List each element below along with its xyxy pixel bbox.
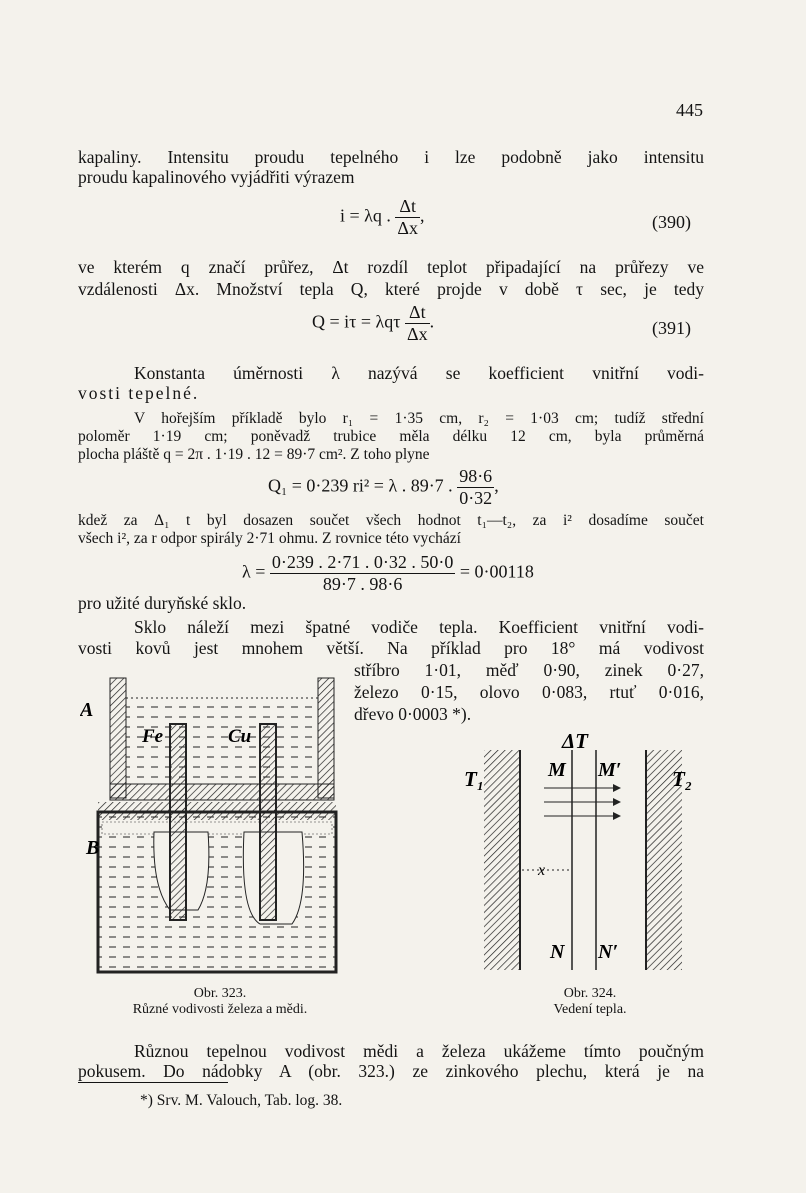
copper-rod <box>260 724 276 920</box>
eq-q1-lhs: Q₁ = 0·239 ri² = λ . 89·7 . <box>268 475 453 496</box>
para1-line2: proudu kapalinového vyjádřiti výrazem <box>78 167 355 187</box>
eq390-fraction <box>395 196 420 239</box>
eq391-numerator: Δt <box>405 302 430 324</box>
para3-line2: vosti tepelné. <box>78 383 200 403</box>
page-number: 445 <box>676 100 703 120</box>
eq-lambda-rhs: = 0·00118 <box>459 561 534 582</box>
figure-324 <box>460 724 700 984</box>
eq-q1-numerator: 98·6 <box>459 466 493 486</box>
para7-line4: železo 0·15, olovo 0·083, rtuť 0·016, <box>354 682 704 702</box>
eq-q1-fraction <box>457 466 494 509</box>
eq-q1-tail: , <box>494 475 499 496</box>
para6-line1: pro užité duryňské sklo. <box>78 593 247 613</box>
label-cu: Cu <box>228 726 252 747</box>
label-m: M <box>548 759 566 781</box>
equation-391-number: (391) <box>652 318 691 338</box>
vessel-a-right-wall <box>318 678 334 798</box>
label-n: N <box>550 941 565 963</box>
para8-line2: pokusem. Do nádobky A (obr. 323.) ze zinkového plechu, která je na <box>78 1061 704 1081</box>
label-fe: Fe <box>142 726 164 747</box>
eq391-tail: . <box>429 311 435 332</box>
para5-line1: kdež za Δ₁ t byl dosazen součet všech hodnot t₁—t₂, za i² dosadíme součet <box>78 512 704 529</box>
eq390-tail: , <box>419 205 425 226</box>
label-delta-t: ΔT <box>562 729 588 753</box>
iron-rod <box>170 724 186 920</box>
label-x: x <box>538 862 546 879</box>
fig324-caption-number: Obr. 324. <box>563 986 617 1001</box>
eq391-lhs: Q = iτ = λqτ <box>312 311 401 332</box>
footnote: *) Srv. M. Valouch, Tab. log. 38. <box>140 1092 343 1109</box>
vessel-b-rim <box>98 802 336 820</box>
figure-323 <box>80 672 360 982</box>
eq391-denominator: Δx <box>407 324 428 344</box>
label-m-prime: M′ <box>598 759 622 781</box>
equation-390 <box>340 196 424 239</box>
para4-line1: V hořejším příkladě bylo r₁ = 1·35 cm, r₂ = 1·03 cm; tudíž střední <box>134 410 704 427</box>
eq-lambda-fraction <box>270 552 455 595</box>
fig324-caption-text: Vedení tepla. <box>553 1002 627 1017</box>
eq390-numerator: Δt <box>395 196 420 218</box>
footnote-rule <box>78 1082 228 1083</box>
vessel-a-bottom <box>110 784 334 800</box>
eq390-lhs: i = λq . <box>340 205 391 226</box>
para2-line2: vzdálenosti Δx. Množství tepla Q, které projde v době τ sec, je tedy <box>78 279 704 299</box>
label-t2: T₂ <box>672 767 693 791</box>
para2-line1: ve kterém q značí průřez, Δt rozdíl teplot připadající na průřezy ve <box>78 257 704 277</box>
fig323-caption-text: Různé vodivosti železa a mědi. <box>132 1002 308 1017</box>
eq391-fraction <box>405 302 430 345</box>
eq-lambda-numerator: 0·239 . 2·71 . 0·32 . 50·0 <box>271 552 454 572</box>
equation-391 <box>312 302 434 345</box>
label-a: A <box>80 699 94 721</box>
para1-line1: kapaliny. Intensitu proudu tepelného i lze podobně jako intensitu <box>78 147 704 167</box>
para5-line2: všech i², za r odpor spirály 2·71 ohmu. Z rovnice této vychází <box>78 530 461 547</box>
eq-lambda-lhs: λ = <box>242 561 266 582</box>
eq-q1-denominator: 0·32 <box>459 488 493 508</box>
vessel-a-left-wall <box>110 678 126 798</box>
para7-line3: stříbro 1·01, měď 0·90, zinek 0·27, <box>354 660 704 680</box>
para4-line2: poloměr 1·19 cm; poněvadž trubice měla délku 12 cm, byla průměrná <box>78 428 704 445</box>
para4-line3: plocha pláště q = 2π . 1·19 . 12 = 89·7 cm². Z toho plyne <box>78 446 430 463</box>
para8-line1: Různou tepelnou vodivost mědi a železa ukážeme tímto poučným <box>134 1041 704 1061</box>
para7-line2: vosti kovů jest mnohem větší. Na příklad pro 18° má vodivost <box>78 638 704 658</box>
equation-390-number: (390) <box>652 212 691 232</box>
eq390-denominator: Δx <box>397 218 418 238</box>
para7-line1: Sklo náleží mezi špatné vodiče tepla. Koefficient vnitřní vodi- <box>134 617 704 637</box>
wall-t1 <box>484 750 520 970</box>
label-t1: T₁ <box>464 767 485 791</box>
eq-lambda-denominator: 89·7 . 98·6 <box>322 574 403 594</box>
fig323-caption-number: Obr. 323. <box>193 986 247 1001</box>
equation-q1 <box>268 466 499 509</box>
label-n-prime: N′ <box>598 941 619 963</box>
para3-line1: Konstanta úměrnosti λ nazývá se koefficient vnitřní vodi- <box>134 363 704 383</box>
label-b: B <box>86 837 100 859</box>
equation-lambda <box>242 552 534 595</box>
para7-line5: dřevo 0·0003 *). <box>354 704 472 724</box>
